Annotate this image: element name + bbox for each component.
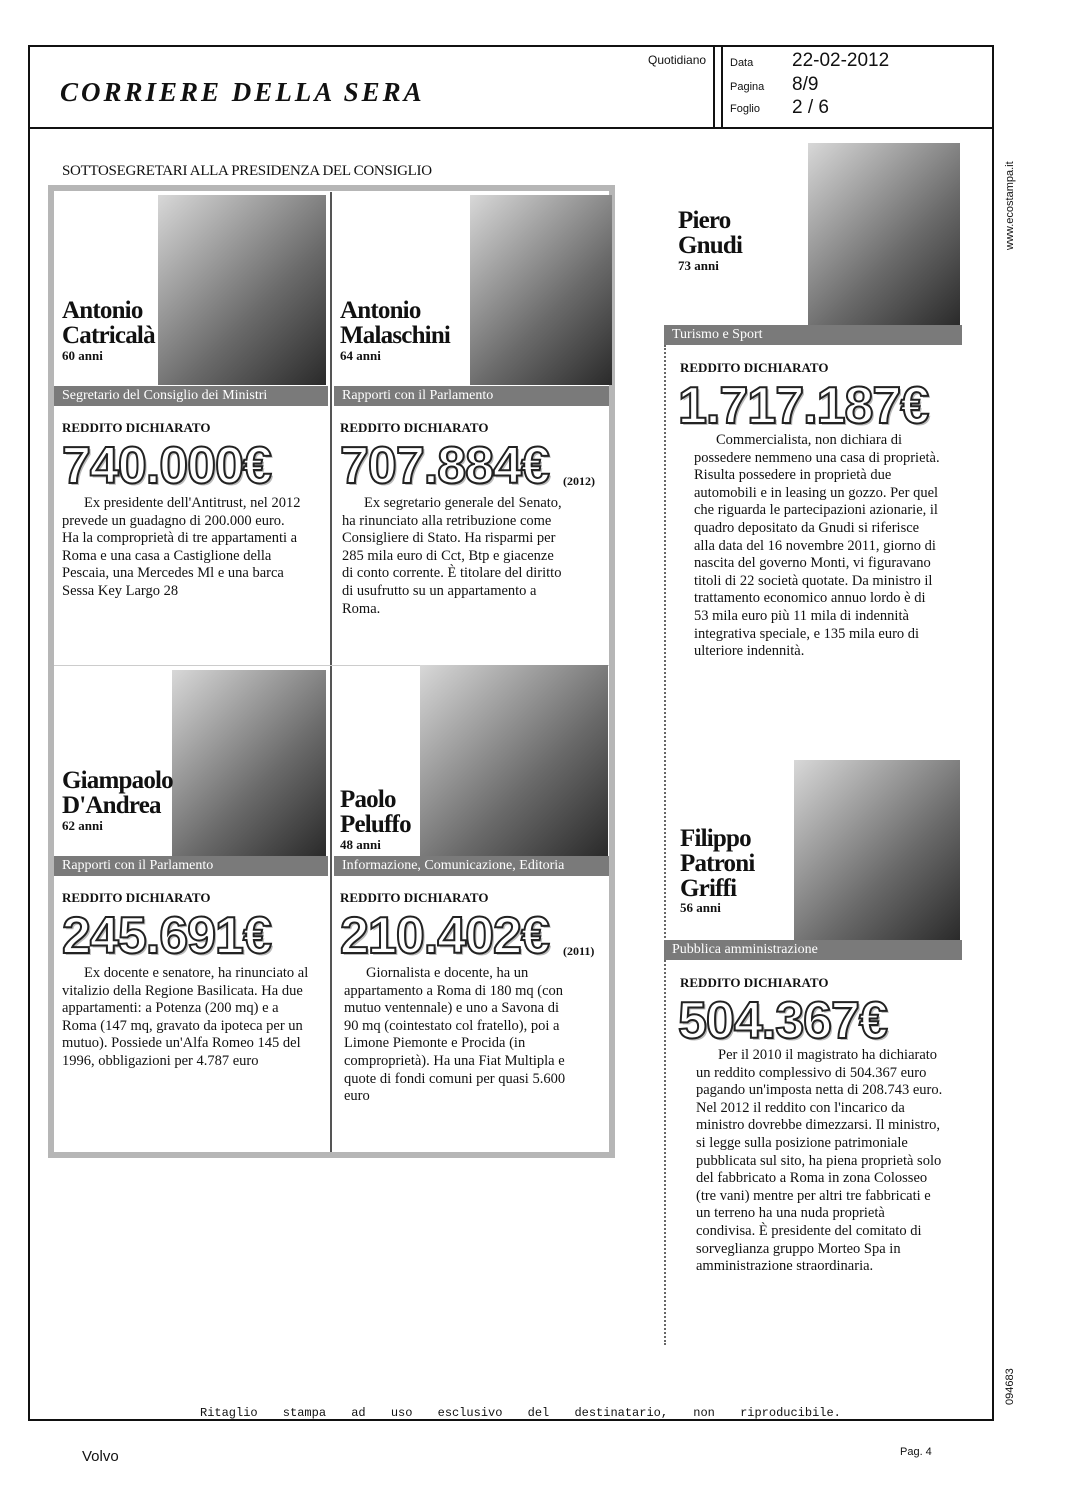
reddito-year: (2011) xyxy=(563,944,595,958)
person-description: Commercialista, non dichiara di possedere nemmeno una casa di proprietà. Risulta possedere in proprietà due automobili e in leasing un gozzo. Per quel che riguarda le partecipazioni azionarie, il quadro depositato da Gnudi si riferisce alla data del 16 novembre 2011, giorno di nascita del governo Monti, vi figuravano titoli di 22 società quotate. Da ministro il trattamento economico annuo lordo è di 53 mila euro più 11 mila di indennità integrativa speciale, e 135 mila euro di ulteriore indennità. xyxy=(694,432,940,660)
quotidiano-label: Quotidiano xyxy=(648,53,707,67)
person-age: 73 anni xyxy=(678,258,719,273)
person-role: Segretario del Consiglio dei Ministri xyxy=(54,386,328,406)
person-description: Ex presidente dell'Antitrust, nel 2012 prevede un guadagno di 200.000 euro. Ha la comproprietà di tre appartamenti a Roma e una casa a Castiglione della Pescaia, una Mercedes Ml e una barca Sessa Key Largo 28 xyxy=(62,495,301,599)
person-role: Pubblica amministrazione xyxy=(664,940,962,960)
person-role: Rapporti con il Parlamento xyxy=(54,856,328,876)
person-description: Ex docente e senatore, ha rinunciato al vitalizio della Regione Basilicata. Ha due appartamenti: a Potenza (200 mq) e a Roma (147 mq, gravato da ipoteca per un mutuo). Possiede un'Alfa Romeo 145 del 1996, obbligazioni per 4.787 euro xyxy=(62,965,309,1069)
reddito-amount: 245.691€ xyxy=(62,907,271,965)
pagina-value: 8/9 xyxy=(792,74,819,95)
person-name: Antonio Malaschini xyxy=(340,297,451,349)
foglio-label: Foglio xyxy=(730,103,760,115)
person-age: 60 anni xyxy=(62,348,103,363)
masthead: CORRIERE DELLA SERA xyxy=(60,77,425,107)
reddito-amount: 740.000€ xyxy=(62,437,271,495)
photo-gnudi xyxy=(808,143,960,325)
page-number: Pag. 4 xyxy=(900,1446,932,1458)
reddito-amount: 707.884€ xyxy=(340,437,549,495)
foglio-value: 2 / 6 xyxy=(792,97,829,118)
data-label: Data xyxy=(730,57,754,69)
person-age: 62 anni xyxy=(62,818,103,833)
person-description: Ex segretario generale del Senato, ha rinunciato alla retribuzione come Consigliere di Stato. Ha risparmi per 285 mila euro di Cct, Btp e giacenze di conto corrente. È titolare del diritto di usufrutto su un appartamento a Roma. xyxy=(342,495,562,617)
person-age: 48 anni xyxy=(340,837,381,852)
header-divider xyxy=(713,47,723,127)
right-column-divider xyxy=(664,345,666,1345)
photo-peluffo xyxy=(420,665,608,856)
person-role: Rapporti con il Parlamento xyxy=(334,386,609,406)
person-name: Piero Gnudi xyxy=(678,207,743,259)
person-name: Giampaolo D'Andrea xyxy=(62,767,173,819)
photo-catricala xyxy=(158,195,326,385)
person-name: Filippo Patroni Griffi xyxy=(680,825,755,902)
side-code: 094683 xyxy=(1004,1368,1016,1405)
person-age: 56 anni xyxy=(680,900,721,915)
side-url: www.ecostampa.it xyxy=(1004,161,1016,250)
reddito-amount: 210.402€ xyxy=(340,907,549,965)
reddito-amount: 504.367€ xyxy=(678,992,887,1050)
photo-patroni-griffi xyxy=(794,760,960,940)
column-separator xyxy=(330,192,332,1152)
photo-dandrea xyxy=(172,670,326,856)
reddito-amount: 1.717.187€ xyxy=(678,377,929,435)
section-title: SOTTOSEGRETARI ALLA PRESIDENZA DEL CONSIGLIO xyxy=(62,163,432,179)
reddito-label: REDDITO DICHIARATO xyxy=(62,890,211,905)
reddito-label: REDDITO DICHIARATO xyxy=(680,360,829,375)
reddito-year: (2012) xyxy=(563,474,595,488)
header-box xyxy=(28,45,994,129)
person-role: Informazione, Comunicazione, Editoria xyxy=(334,856,609,876)
pagina-label: Pagina xyxy=(730,81,765,93)
reddito-label: REDDITO DICHIARATO xyxy=(340,890,489,905)
bottom-left-label: Volvo xyxy=(82,1448,119,1465)
reddito-label: REDDITO DICHIARATO xyxy=(62,420,211,435)
person-description: Giornalista e docente, ha un appartamento a Roma di 180 mq (con mutuo ventennale) e uno a Savona di 90 mq (cointestato col fratello), poi a Limone Piemonte e Procida (in comproprietà). Ha una Fiat Multipla e quote di fondi comuni per quasi 5.600 euro xyxy=(344,965,566,1105)
reddito-label: REDDITO DICHIARATO xyxy=(340,420,489,435)
person-name: Paolo Peluffo xyxy=(340,786,411,838)
person-description: Per il 2010 il magistrato ha dichiarato un reddito complessivo di 504.367 euro pagando un'imposta netta di 208.743 euro. Nel 2012 il reddito con l'incarico da ministro dovrebbe dimezzarsi. Il ministro, si legge sulla posizione patrimoniale pubblicata sul sito, ha piena proprietà solo del fabbricato a Roma in zona Colosseo (tre vani) mentre per altri tre fabbricati e un terreno ha una nuda proprietà condivisa. È presidente del comitato di sorveglianza gruppo Morteo Spa in amministrazione straordinaria. xyxy=(696,1047,943,1275)
footer-note: Ritaglio stampa ad uso esclusivo del destinatario, non riproducibile. xyxy=(200,1406,841,1420)
person-name: Antonio Catricalà xyxy=(62,297,155,349)
reddito-label: REDDITO DICHIARATO xyxy=(680,975,829,990)
person-age: 64 anni xyxy=(340,348,381,363)
data-value: 22-02-2012 xyxy=(792,50,890,71)
person-role: Turismo e Sport xyxy=(664,325,962,345)
photo-malaschini xyxy=(470,195,612,385)
